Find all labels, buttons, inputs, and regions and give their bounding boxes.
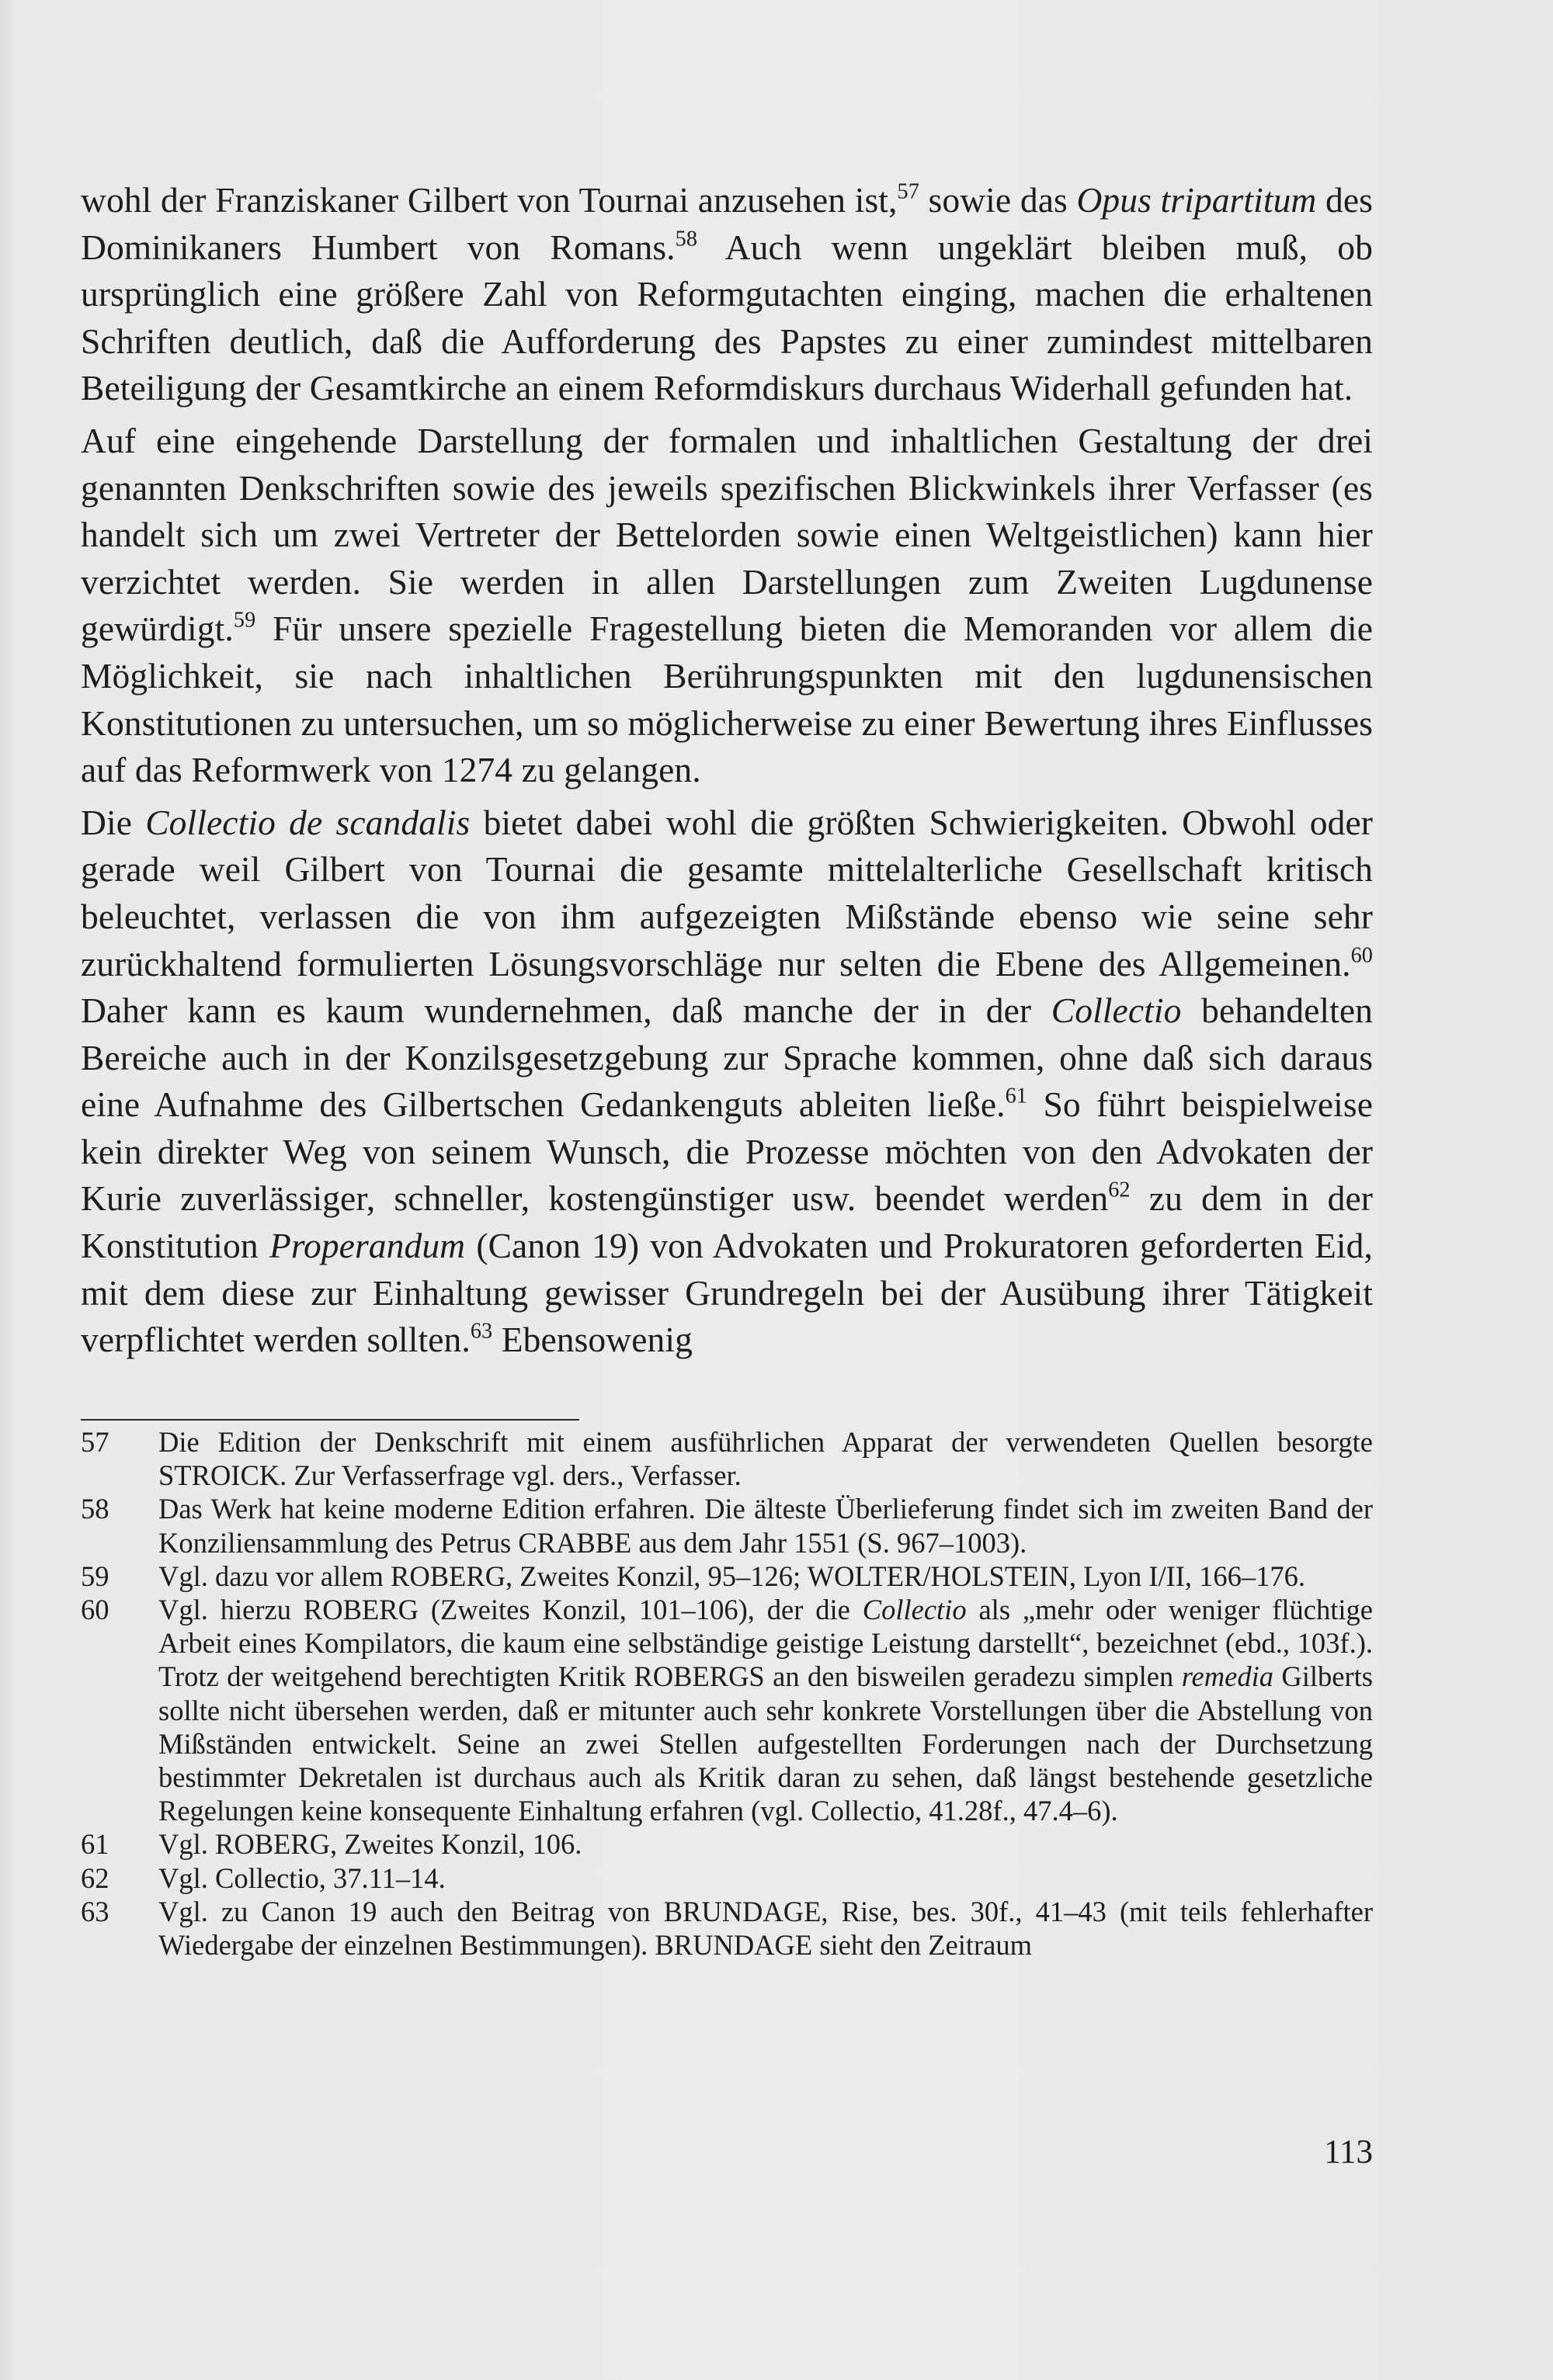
italic-title: Opus tripartitum bbox=[1076, 180, 1317, 220]
footnote-number: 61 bbox=[81, 1828, 109, 1861]
text-run: Auf eine eingehende Darstellung der formalen und inhaltlichen Gestaltung der drei genannten Denkschriften sowie des jeweils spezifischen Blickwinkels ihrer Verfasser (es handelt sich um zwei Vertreter der Bettelorden sowie einen Weltgeistlichen) kann hier verzichtet werden. Sie werden in allen Darstellungen zum Zweiten Lugdunense gewürdigt. bbox=[81, 420, 1373, 649]
text-run: wohl der Franziskaner Gilbert von Tournai anzusehen ist, bbox=[81, 180, 898, 220]
text-run: Vgl. dazu vor allem ROBERG, Zweites Konzil, 95–126; WOLTER/HOLSTEIN, Lyon I/II, 166–176. bbox=[158, 1559, 1306, 1592]
text-run: Auch wenn ungeklärt bleiben muß, ob ursprünglich eine größere Zahl von Reformgutachten einging, machen die erhaltenen Schriften deutlich, daß die Aufforderung des Papstes zu einer zumindest mittelbaren Beteiligung der Gesamtkirche an einem Reformdiskurs durchaus Widerhall gefunden hat. bbox=[81, 227, 1373, 408]
footnote-ref: 59 bbox=[233, 608, 256, 633]
text-run: Vgl. hierzu ROBERG (Zweites Konzil, 101–106), der die bbox=[158, 1594, 863, 1626]
footnote-ref: 60 bbox=[1350, 943, 1373, 968]
text-run: Vgl. zu Canon 19 auch den Beitrag von BRUNDAGE, Rise, bes. 30f., 41–43 (mit teils fehlerhafter Wiedergabe der einzelnen Bestimmungen). BRUNDAGE sieht den Zeitraum bbox=[158, 1895, 1373, 1962]
footnote-ref: 62 bbox=[1108, 1178, 1131, 1202]
footnote bbox=[81, 1895, 1373, 1962]
footnotes bbox=[81, 1425, 1373, 1962]
footnote-text bbox=[158, 1559, 1373, 1593]
text-run: Das Werk hat keine moderne Edition erfahren. Die älteste Überlieferung findet sich im zweiten Band der Konziliensammlung des Petrus CRABBE aus dem Jahr 1551 (S. 967–1003). bbox=[158, 1493, 1373, 1559]
text-run: (Canon 19) von Advokaten und Prokuratoren geforderten Eid, mit dem diese zur Einhaltung gewisser Grundregeln bei der Ausübung ihrer Tätigkeit verpflichtet werden sollten. bbox=[81, 1226, 1373, 1360]
footnote-number: 58 bbox=[81, 1493, 109, 1525]
footnote-divider bbox=[81, 1419, 579, 1421]
footnote-text bbox=[158, 1492, 1373, 1559]
footnote bbox=[81, 1492, 1373, 1559]
paragraph bbox=[81, 177, 1373, 412]
footnote bbox=[81, 1425, 1373, 1492]
text-run: Gilberts sollte nicht übersehen werden, daß er mitunter auch sehr konkrete Vorstellungen über die Abstellung von Mißständen entwickelt. Seine an zwei Stellen aufgestellten Forderungen nach der Durchsetzung bestimmter Dekretalen ist durchaus auch als Kritik daran zu sehen, daß längst bestehende gesetzliche Regelungen keine konsequente Einhaltung erfahren (vgl. Collectio, 41.28f., 47.4–6). bbox=[158, 1660, 1374, 1827]
italic-title: Collectio de scandalis bbox=[145, 802, 471, 842]
text-run: Für unsere spezielle Fragestellung bieten die Memoranden vor allem die Möglichkeit, sie nach inhaltlichen Berührungspunkten mit den lugdunensischen Konstitutionen zu untersuchen, um so möglicherweise zu einer Bewertung ihres Einflusses auf das Reformwerk von 1274 zu gelangen. bbox=[81, 609, 1373, 790]
text-run: So führt beispielweise kein direkter Weg von seinem Wunsch, die Prozesse möchten von den Advokaten der Kurie zuverlässiger, schneller, kostengünstiger usw. beendet werden bbox=[81, 1084, 1373, 1219]
italic-term: remedia bbox=[1181, 1660, 1273, 1693]
footnote-number: 62 bbox=[81, 1861, 109, 1894]
footnote-number: 57 bbox=[81, 1426, 109, 1458]
footnote-number: 60 bbox=[81, 1594, 109, 1626]
footnote bbox=[81, 1827, 1373, 1861]
footnote-ref: 61 bbox=[1005, 1084, 1027, 1108]
footnote-text bbox=[158, 1593, 1373, 1827]
italic-title: Collectio bbox=[1051, 991, 1182, 1031]
footnote-text bbox=[158, 1425, 1373, 1492]
italic-title: Collectio bbox=[862, 1594, 967, 1626]
text-run: Ebensowenig bbox=[492, 1320, 693, 1360]
footnote-ref: 63 bbox=[470, 1319, 493, 1344]
paragraph bbox=[81, 800, 1373, 1364]
footnote-ref: 57 bbox=[897, 179, 919, 204]
footnote-text bbox=[158, 1827, 1373, 1861]
text-run: des Dominikaners Humbert von Romans. bbox=[81, 180, 1373, 267]
footnote-text bbox=[158, 1895, 1373, 1962]
text-run: Vgl. Collectio, 37.11–14. bbox=[158, 1861, 446, 1894]
main-text bbox=[81, 177, 1373, 1364]
footnote-ref: 58 bbox=[675, 227, 698, 252]
text-run: bietet dabei wohl die größten Schwierigkeiten. Obwohl oder gerade weil Gilbert von Tournai die gesamte mittelalterliche Gesellschaft kritisch beleuchtet, verlassen die von ihm aufgezeigten Mißstände ebenso wie seine sehr zurückhaltend formulierten Lösungsvorschläge nur selten die Ebene des Allgemeinen. bbox=[81, 802, 1374, 984]
text-run: Die Edition der Denkschrift mit einem ausführlichen Apparat der verwendeten Quellen besorgte STROICK. Zur Verfasserfrage vgl. ders., Verfasser. bbox=[158, 1426, 1373, 1492]
text-run: sowie das bbox=[919, 180, 1077, 220]
text-run: zu dem in der Konstitution bbox=[81, 1178, 1374, 1266]
italic-title: Properandum bbox=[269, 1226, 466, 1266]
footnote bbox=[81, 1861, 1373, 1895]
text-run: Daher kann es kaum wundernehmen, daß manche der in der bbox=[81, 991, 1051, 1031]
footnote-number: 59 bbox=[81, 1559, 109, 1592]
text-run: als „mehr oder weniger flüchtige Arbeit eines Kompilators, die kaum eine selbständige geistige Leistung darstellt“, bezeichnet (ebd., 103f.). Trotz der weitgehend berechtigten Kritik ROBERGS an den bisweilen geradezu simplen bbox=[158, 1594, 1373, 1693]
page-number: 113 bbox=[1324, 2134, 1373, 2170]
footnote bbox=[81, 1593, 1373, 1827]
footnote bbox=[81, 1559, 1373, 1593]
footnote-number: 63 bbox=[81, 1895, 109, 1927]
text-run: Die bbox=[81, 802, 146, 842]
footnote-text bbox=[158, 1861, 1373, 1895]
text-run: behandelten Bereiche auch in der Konzilsgesetzgebung zur Sprache kommen, ohne daß sich daraus eine Aufnahme des Gilbertschen Gedankenguts ableiten ließe. bbox=[81, 991, 1374, 1125]
text-run: Vgl. ROBERG, Zweites Konzil, 106. bbox=[158, 1828, 582, 1861]
paragraph bbox=[81, 418, 1373, 794]
